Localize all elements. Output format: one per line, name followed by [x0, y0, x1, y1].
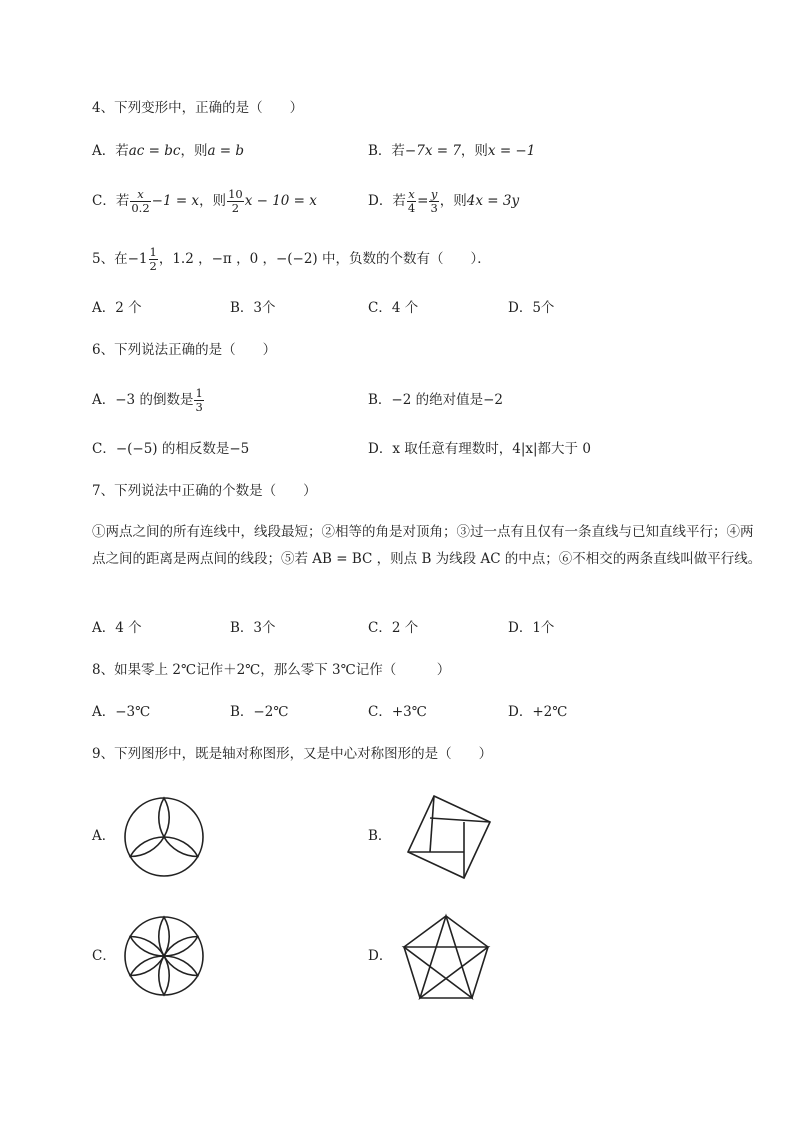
- q4-c-f2-den: 2: [231, 201, 240, 215]
- q4-a-mid: ，则: [180, 143, 208, 159]
- q5-option-a[interactable]: A．2 个: [92, 300, 142, 316]
- q4-d-fraction-1: [407, 188, 416, 215]
- q6-option-d[interactable]: D．x 取任意有理数时，4|x|都大于 0: [368, 441, 591, 457]
- q5-option-c[interactable]: C．4 个: [368, 300, 419, 316]
- q4-a-expr: ac = bc: [128, 143, 181, 159]
- q4-a-prefix: A．若: [92, 143, 129, 159]
- q4-d-f1-den: 4: [407, 201, 416, 215]
- q5-rest: ，1.2 ，−π ，0 ，−(−2) 中，负数的个数有（ ）．: [158, 251, 491, 267]
- figure-b-outer-square: [408, 796, 490, 878]
- q8-option-c[interactable]: C．+3℃: [368, 704, 427, 720]
- q4-c-fraction-2: [227, 188, 244, 215]
- q7-option-b[interactable]: B．3个: [230, 620, 276, 636]
- q8-option-a[interactable]: A．−3℃: [92, 704, 151, 720]
- q4-option-d[interactable]: [368, 186, 519, 216]
- q4-d-f2-num: y: [430, 187, 438, 201]
- q9-figure-d-pentagon-star[interactable]: [400, 912, 492, 1002]
- q4-c-fraction-1: [130, 188, 150, 215]
- q5-frac-num: 1: [149, 245, 157, 259]
- q4-d-expr2: 4x = 3y: [466, 193, 520, 209]
- q4-c-f1-den: 0.2: [131, 201, 150, 215]
- q6-a-frac-den: 3: [195, 400, 203, 414]
- q4-c-prefix: C．若: [92, 193, 130, 209]
- q6-a-text: A．−3 的倒数是: [92, 392, 194, 408]
- q4-b-expr2: x = −1: [487, 143, 536, 159]
- q9-option-a-label[interactable]: A．: [92, 828, 116, 844]
- q4-d-f2-den: 3: [430, 201, 438, 215]
- q6-option-b[interactable]: B．−2 的绝对值是−2: [368, 392, 504, 408]
- q6-option-a[interactable]: [92, 385, 205, 415]
- q6-a-frac-num: 1: [195, 386, 203, 400]
- q4-c-expr2: x − 10 = x: [244, 193, 317, 209]
- q4-d-eq: =: [417, 193, 429, 209]
- q9-figure-c-circle-flower[interactable]: [122, 914, 206, 998]
- q8-option-b[interactable]: B．−2℃: [230, 704, 289, 720]
- q9-figure-b-pinwheel-square[interactable]: [402, 790, 496, 884]
- q7-option-c[interactable]: C．2 个: [368, 620, 419, 636]
- q5-option-d[interactable]: D．5个: [508, 300, 555, 316]
- q4-c-f1-num: x: [130, 188, 150, 202]
- q4-c-mid: ，则: [199, 193, 227, 209]
- q5-prefix: 5、在: [92, 251, 128, 267]
- q5-option-b[interactable]: B．3个: [230, 300, 276, 316]
- figure-a-petal-left: [130, 837, 164, 857]
- q4-b-prefix: B．若: [368, 143, 405, 159]
- q4-b-mid: ，则: [460, 143, 488, 159]
- q4-c-expr1: −1 = x: [151, 193, 200, 209]
- q9-stem: 9、下列图形中，既是轴对称图形，又是中心对称图形的是（ ）: [92, 746, 493, 762]
- q4-c-f2-num: 10: [228, 187, 243, 201]
- q4-option-b[interactable]: [368, 141, 535, 161]
- q4-d-prefix: D．若: [368, 193, 406, 209]
- q4-a-expr2: a = b: [207, 143, 245, 159]
- q9-option-d-label[interactable]: D．: [368, 948, 393, 964]
- q5-frac-den: 2: [149, 259, 157, 273]
- q4-d-f1-num: x: [408, 187, 415, 201]
- figure-a-petal-top: [159, 798, 169, 837]
- q4-d-fraction-2: [429, 188, 438, 215]
- q7-stem: 7、下列说法中正确的个数是（ ）: [92, 483, 317, 499]
- q7-option-d[interactable]: D．1个: [508, 620, 555, 636]
- q5-stem: [92, 244, 491, 274]
- q8-option-d[interactable]: D．+2℃: [508, 704, 568, 720]
- q4-option-c[interactable]: [92, 186, 317, 216]
- q5-fraction: [149, 246, 158, 273]
- q7-statements: ①两点之间的所有连线中，线段最短；②相等的角是对顶角；③过一点有且仅有一条直线与已知直线平行；④两点之间的距离是两点间的线段；⑤若 AB = BC ，则点 B 为线段 AC 的中点；⑥不相交的两条直线叫做平行线。: [92, 524, 762, 567]
- q9-figure-a-circle-trefoil[interactable]: [122, 795, 206, 879]
- q4-b-expr: −7x = 7: [404, 143, 461, 159]
- q9-option-b-label[interactable]: B．: [368, 828, 392, 844]
- q6-option-c[interactable]: C．−(−5) 的相反数是−5: [92, 441, 250, 457]
- q5-mixed-whole: −1: [127, 251, 148, 267]
- figure-a-petal-right: [164, 837, 198, 857]
- q6-stem: 6、下列说法正确的是（ ）: [92, 342, 277, 358]
- q6-a-fraction: [194, 387, 203, 414]
- q4-stem: 4、下列变形中，正确的是（ ）: [92, 100, 304, 116]
- q4-d-mid: ，则: [439, 193, 467, 209]
- q7-option-a[interactable]: A．4 个: [92, 620, 142, 636]
- q4-option-a[interactable]: [92, 141, 244, 161]
- q8-stem: 8、如果零上 2℃记作＋2℃，那么零下 3℃记作（ ）: [92, 662, 451, 678]
- q9-option-c-label[interactable]: C．: [92, 948, 116, 964]
